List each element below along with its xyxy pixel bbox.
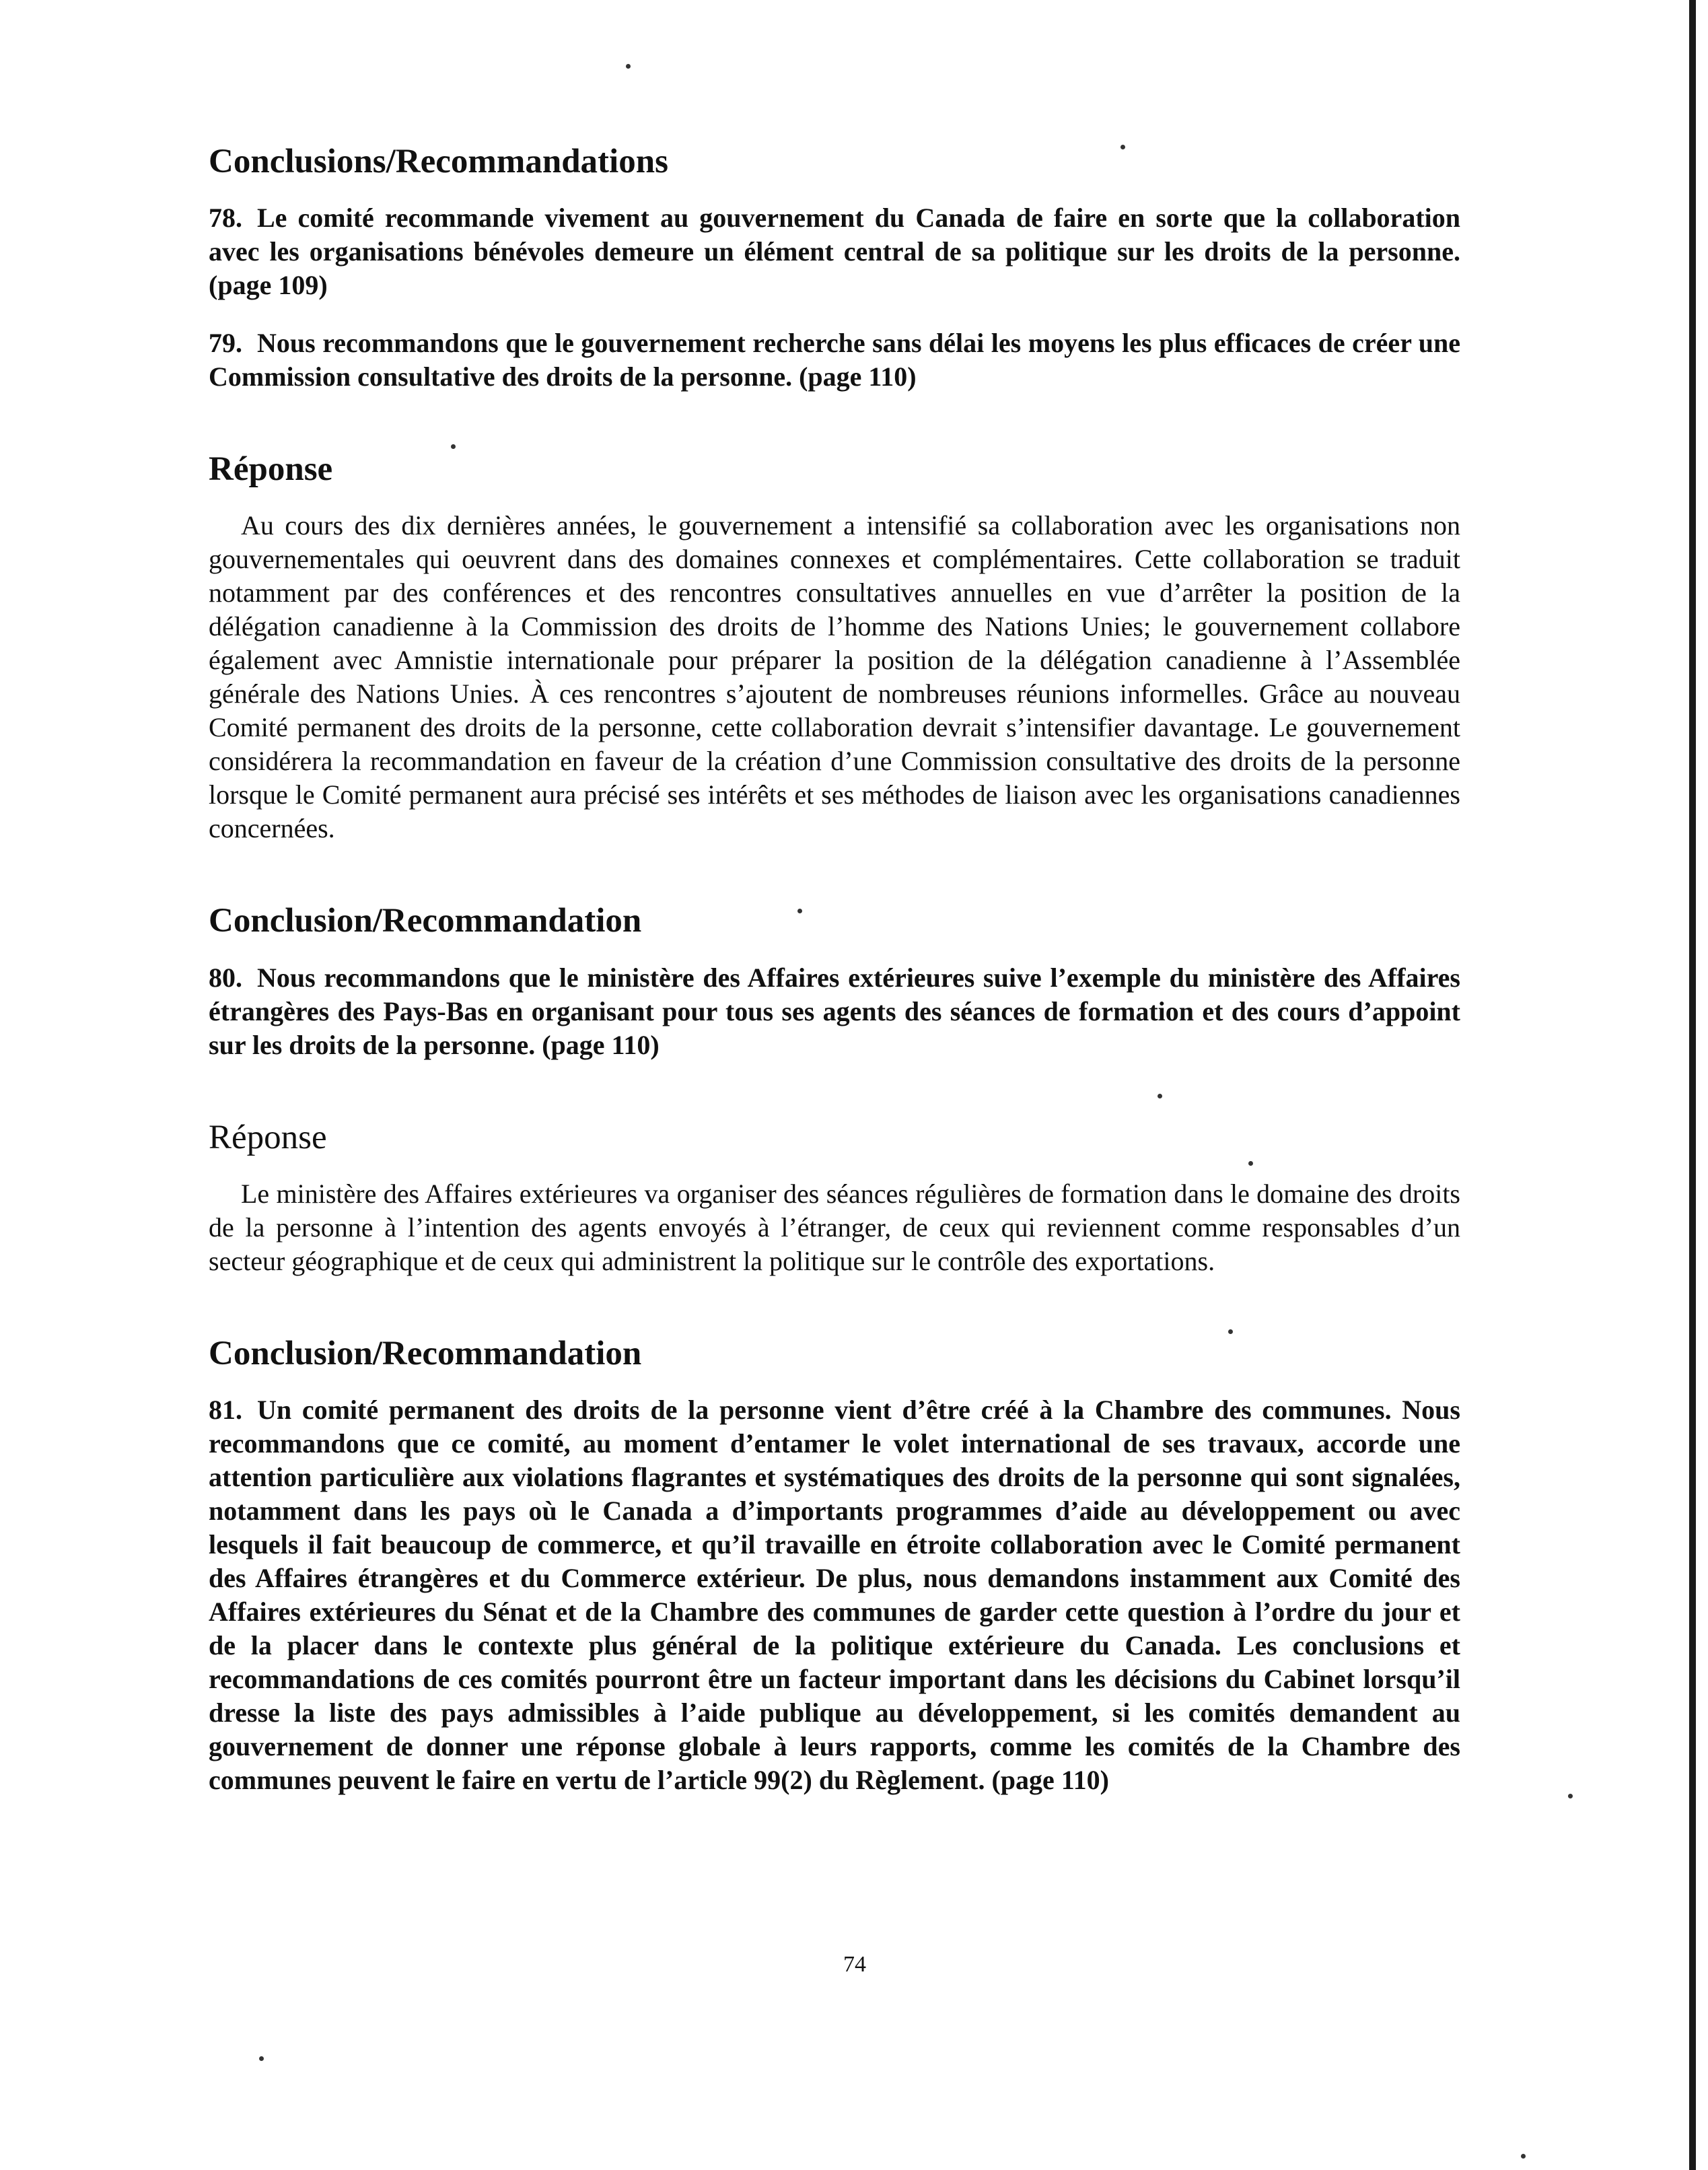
recommendation-paragraph xyxy=(209,326,1460,394)
recommendation-paragraph xyxy=(209,1393,1460,1797)
section-heading: Réponse xyxy=(209,450,333,489)
recommendation-text: Nous recommandons que le gouvernement recherche sans délai les moyens les plus efficaces de créer une Commission consultative des droits de la personne. (page 110) xyxy=(209,328,1460,392)
section-heading: Conclusion/Recommandation xyxy=(209,1334,642,1372)
recommendation-paragraph xyxy=(209,201,1460,302)
recommendation-number: 78. xyxy=(209,203,242,234)
section-heading: Réponse xyxy=(209,1118,327,1156)
response-paragraph: Au cours des dix dernières années, le gouvernement a intensifié sa collaboration avec les organisations non gouvernementales qui oeuvrent dans des domaines connexes et complémentaires. Cette collaboration se traduit notamment par des conférences et des rencontres consultatives annuelles en vue d’arrêter la position de la délégation canadienne à la Commission des droits de l’homme des Nations Unies; le gouvernement collabore également avec Amnistie internationale pour préparer la position de la délégation canadienne à l’Assemblée générale des Nations Unies. À ces rencontres s’ajoutent de nombreuses réunions informelles. Grâce au nouveau Comité permanent des droits de la personne, cette collaboration devrait s’intensifier davantage. Le gouvernement considérera la recommandation en faveur de la création d’une Commission consultative des droits de la personne lorsque le Comité permanent aura précisé ses intérêts et ses méthodes de liaison avec les organisations canadiennes concernées. xyxy=(209,510,1460,844)
recommendation-number: 80. xyxy=(209,962,242,993)
recommendation-text: Le comité recommande vivement au gouvernement du Canada de faire en sorte que la collaboration avec les organisations bénévoles demeure un élément central de sa politique sur les droits de la personne. (page 109) xyxy=(209,203,1460,301)
section-conclusion-2 xyxy=(209,901,1460,1061)
recommendation-text: Un comité permanent des droits de la personne vient d’être créé à la Chambre des communes. Nous recommandons que ce comité, au moment d’entamer le volet international de ses travaux, accorde une attention particulière aux violations flagrantes et systématiques des droits de la personne qui sont signalées, notamment dans les pays où le Canada a d’importants programmes d’aide au développement ou avec lesquels il fait beaucoup de commerce, et qu’il travaille en étroite collaboration avec le Comité permanent des Affaires étrangères et du Commerce extérieur. De plus, nous demandons instamment aux Comité des Affaires extérieures du Sénat et de la Chambre des communes de garder cette question à l’ordre du jour et de la placer dans le contexte plus général de la politique extérieure du Canada. Les conclusions et recommandations de ces comités pourront être un facteur important dans les décisions du Cabinet lorsqu’il dresse la liste des pays admissibles à l’aide publique au développement, si les comités demandent au gouvernement de donner une réponse globale à leurs rapports, comme les comités de la Chambre des communes peuvent le faire en vertu de l’article 99(2) du Règlement. (page 110) xyxy=(209,1394,1460,1795)
recommendation-number: 79. xyxy=(209,328,242,359)
scan-speck xyxy=(1568,1794,1573,1798)
section-response-2 xyxy=(209,1117,1460,1278)
recommendation-paragraph xyxy=(209,961,1460,1062)
section-heading: Conclusion/Recommandation xyxy=(209,902,642,940)
recommendation-text: Nous recommandons que le ministère des Affaires extérieures suive l’exemple du ministère des Affaires étrangères des Pays-Bas en organisant pour tous ses agents des séances de formation et des cours d’appoint sur les droits de la personne. (page 110) xyxy=(209,962,1460,1060)
scan-speck xyxy=(1521,2154,1526,2159)
section-heading: Conclusions/Recommandations xyxy=(209,143,668,180)
section-conclusion-3 xyxy=(209,1333,1460,1797)
scan-speck xyxy=(626,64,631,69)
page-number: 74 xyxy=(843,1952,866,1977)
recommendation-number: 81. xyxy=(209,1394,242,1425)
response-paragraph: Le ministère des Affaires extérieures va organiser des séances régulières de formation dans le domaine des droits de la personne à l’intention des agents envoyés à l’étranger, de ceux qui reviennent comme responsables d’un secteur géographique et de ceux qui administrent la politique sur le contrôle des exportations. xyxy=(209,1178,1460,1276)
section-response-1 xyxy=(209,449,1460,845)
document-body xyxy=(209,141,1460,1852)
scan-page-edge xyxy=(1689,0,1696,2170)
scan-speck xyxy=(259,2056,264,2061)
section-conclusions-1 xyxy=(209,141,1460,394)
